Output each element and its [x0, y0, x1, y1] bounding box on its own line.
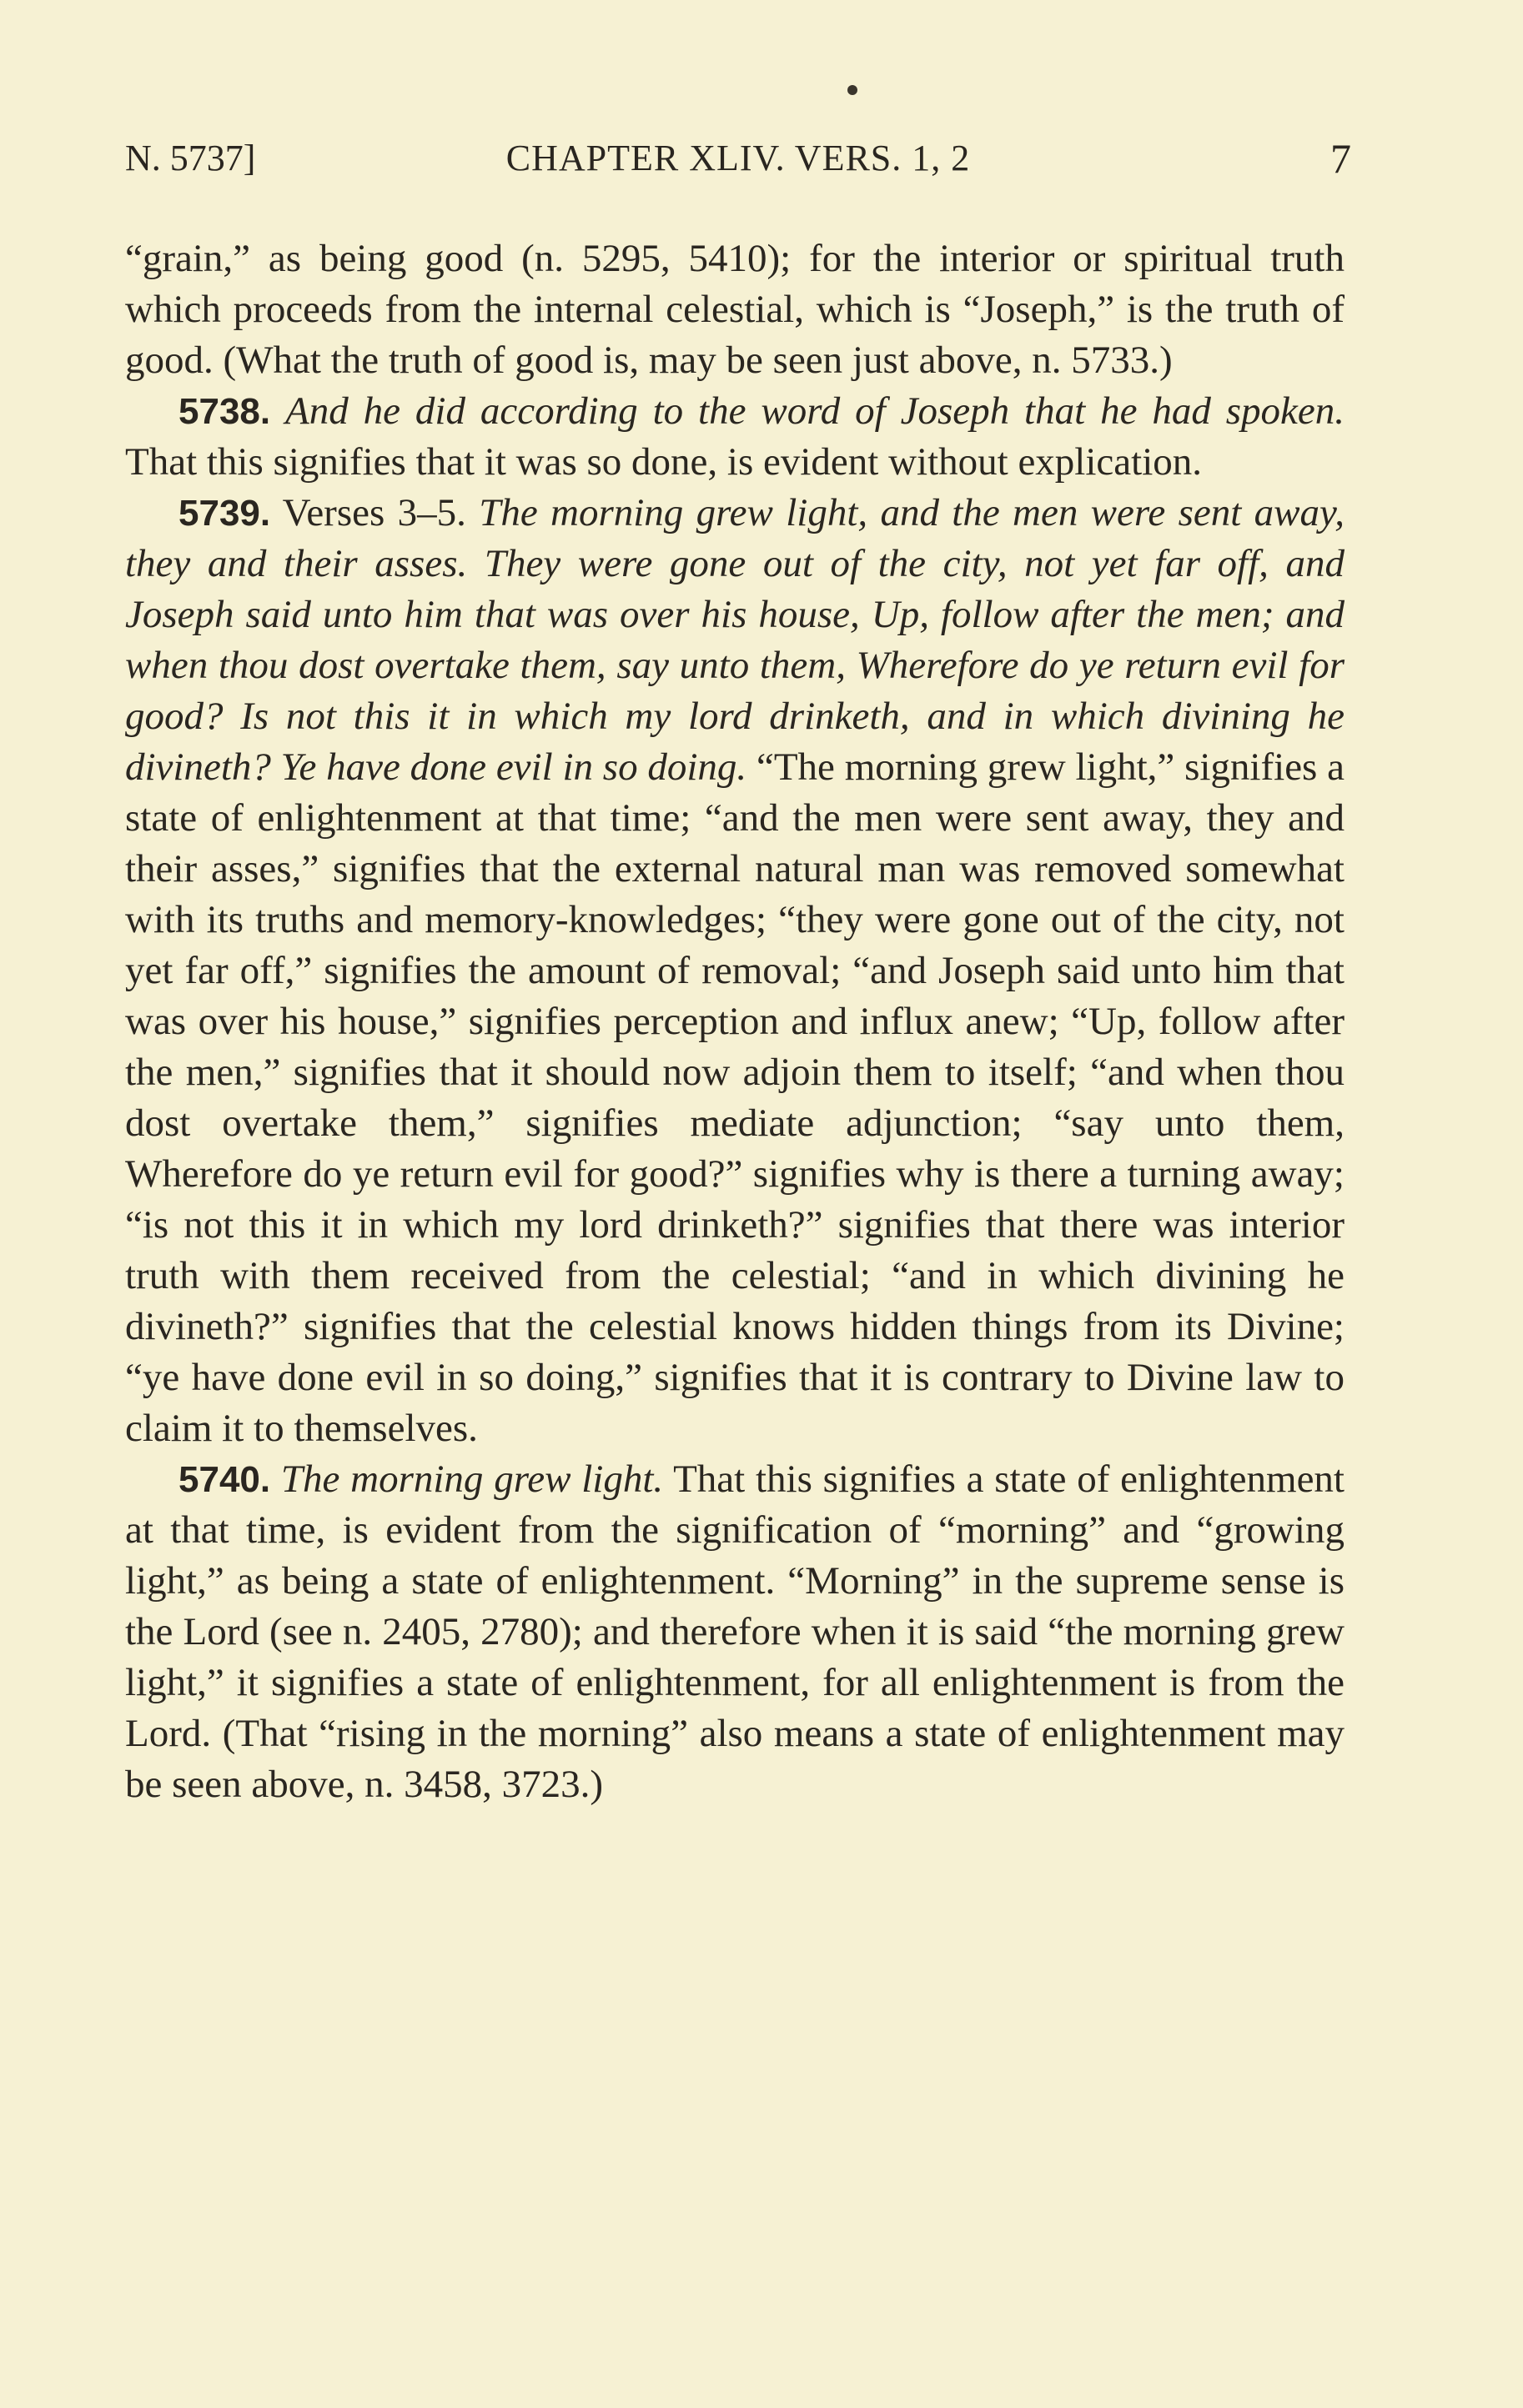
scripture-quote: The morning grew light, and the men were sent away, they and their asses. They were gone out of the city, not yet far off, and Joseph said unto him that was over his house, Up, follow after the men; and when thou dost overtake them, say unto them, Wherefore do ye return evil for good? Is not this it in which my lord drinketh, and in which divining he divineth? Ye have done evil in so doing.	[125, 491, 1345, 789]
section-reference: N. 5737]	[125, 138, 256, 178]
paragraph-text: “The morning grew light,” signifies a state of enlightenment at that time; “and the men were sent away, they and their asses,” signifies that the external natural man was removed somewhat with its truths and memory-knowledges; “they were gone out of the city, not yet far off,” signifies the amount of removal; “and Joseph said unto him that was over his house,” signifies perception and influx anew; “Up, follow after the men,” signifies that it should now adjoin them to itself; “and when thou dost overtake them,” signifies mediate adjunction; “say unto them, Wherefore do ye return evil for good?” signifies why is there a turning away; “is not this it in which my lord drinketh?” signifies that there was interior truth with them received from the celestial; “and in which divining he divineth?” signifies that the celestial knows hidden things from its Divine; “ye have done evil in so doing,” signifies that it is contrary to Divine law to claim it to themselves.	[125, 745, 1345, 1450]
chapter-heading: CHAPTER XLIV. VERS. 1, 2	[505, 138, 971, 178]
paragraph-continued	[125, 233, 1345, 386]
paragraph-text: That this signifies that it was so done, is evident without explication.	[125, 440, 1203, 484]
paragraph-text: “grain,” as being good (n. 5295, 5410); for the interior or spiritual truth which proceeds from the internal celestial, which is “Joseph,” is the truth of good. (What the truth of good is, may be seen just above, n. 5733.)	[125, 237, 1345, 382]
paragraph-5738	[125, 386, 1345, 488]
paragraph-number: 5740.	[178, 1459, 271, 1500]
page-number: 7	[1330, 135, 1351, 182]
scripture-quote: And he did according to the word of Joseph that he had spoken.	[285, 389, 1345, 433]
paragraph-number: 5738.	[178, 391, 271, 432]
paragraph-text: That this signifies a state of enlightenment at that time, is evident from the signification of “morning” and “growing light,” as being a state of enlightenment. “Morning” in the supreme sense is the Lord (see n. 2405, 2780); and therefore when it is said “the morning grew light,” it signifies a state of enlightenment, for all enlightenment is from the Lord. (That “rising in the morning” also means a state of enlightenment may be seen above, n. 3458, 3723.)	[125, 1457, 1345, 1806]
verse-reference: Verses 3–5.	[282, 491, 466, 534]
paragraph-5740	[125, 1454, 1345, 1810]
scripture-quote: The morning grew light.	[280, 1457, 664, 1501]
paragraph-5739	[125, 488, 1345, 1454]
printer-mark	[847, 85, 857, 95]
body-text	[125, 233, 1345, 1810]
running-head	[125, 133, 1351, 183]
paragraph-number: 5739.	[178, 493, 271, 534]
